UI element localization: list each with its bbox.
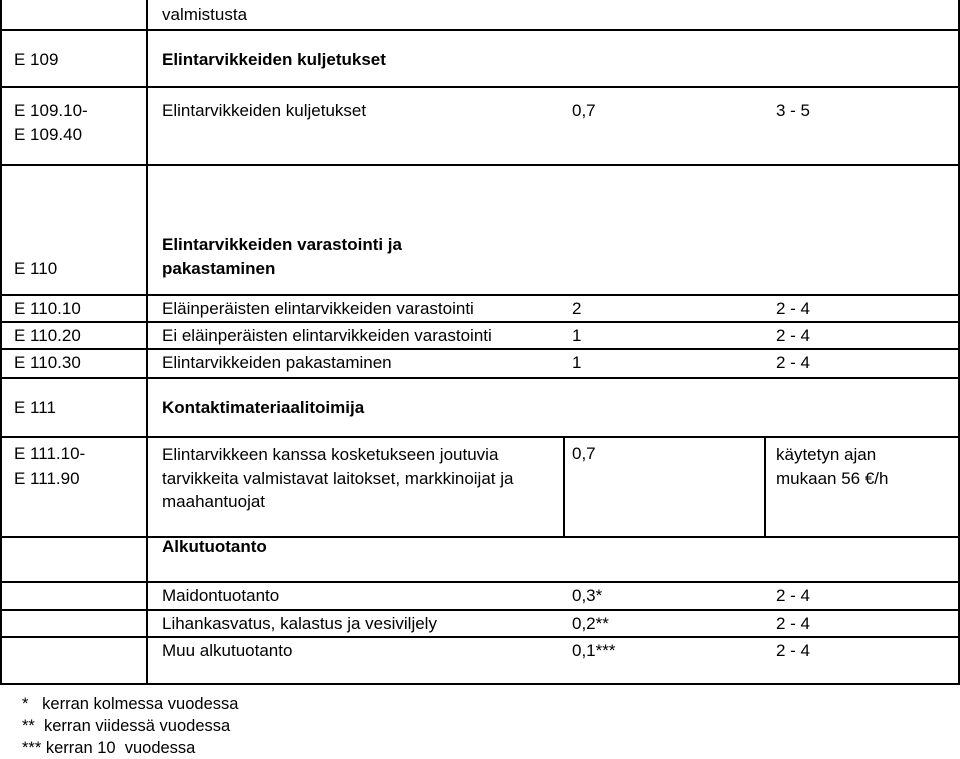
table-row-divider	[0, 377, 960, 379]
table-cell-code: E 109.40	[14, 125, 83, 144]
table-cell-range: 2 - 4	[776, 353, 811, 372]
table-cell-code: E 111.90	[14, 469, 80, 488]
table-cell-desc: Elintarvikkeiden pakastaminen	[162, 353, 392, 372]
table-cell-code: E 109	[14, 50, 59, 69]
table-row-divider	[0, 609, 960, 611]
table-cell-code: E 111	[14, 398, 56, 417]
table-cell-desc: Lihankasvatus, kalastus ja vesiviljely	[162, 614, 437, 633]
table-row-divider	[0, 321, 960, 323]
table-cell-range: 3 - 5	[776, 101, 811, 120]
table-divider-range	[764, 436, 766, 537]
table-row-divider	[0, 294, 960, 296]
section-heading: Elintarvikkeiden kuljetukset	[162, 50, 386, 69]
section-heading: Alkutuotanto	[162, 537, 267, 556]
table-cell-value: 1	[572, 353, 582, 372]
table-row-divider	[0, 86, 960, 88]
table-cell-desc: Maidontuotanto	[162, 586, 280, 605]
table-row-divider	[0, 536, 960, 538]
table-cell-value: 0,1***	[572, 641, 616, 660]
table-divider-value	[563, 436, 565, 537]
table-cell-code: E 109.10-	[14, 101, 88, 120]
table-row-divider	[0, 29, 960, 31]
table-border-bottom	[0, 683, 960, 685]
table-row-divider	[0, 348, 960, 350]
table-cell-desc: valmistusta	[162, 5, 248, 24]
section-heading: Elintarvikkeiden varastointi ja	[162, 235, 402, 254]
table-cell-range: 2 - 4	[776, 614, 811, 633]
footnote: *** kerran 10 vuodessa	[22, 739, 196, 757]
table-cell-code: E 110.10	[14, 299, 81, 318]
table-cell-range: käytetyn ajan	[776, 445, 877, 464]
table-cell-desc: Eläinperäisten elintarvikkeiden varastointi	[162, 299, 474, 318]
table-row-divider	[0, 581, 960, 583]
table-row-divider	[0, 164, 960, 166]
table-cell-desc: Ei eläinperäisten elintarvikkeiden varastointi	[162, 326, 492, 345]
footnote: ** kerran viidessä vuodessa	[22, 717, 231, 735]
table-cell-desc: Muu alkutuotanto	[162, 641, 293, 660]
section-heading: Kontaktimateriaalitoimija	[162, 398, 365, 417]
table-cell-value: 1	[572, 326, 582, 345]
table-cell-range: mukaan 56 €/h	[776, 469, 889, 488]
table-row-divider	[0, 636, 960, 638]
footnote: * kerran kolmessa vuodessa	[22, 695, 239, 713]
table-cell-range: 2 - 4	[776, 299, 811, 318]
section-heading: pakastaminen	[162, 259, 276, 278]
table-cell-range: 2 - 4	[776, 586, 811, 605]
table-cell-value: 0,7	[572, 101, 596, 120]
table-cell-value: 2	[572, 299, 582, 318]
table-cell-range: 2 - 4	[776, 641, 811, 660]
table-cell-code: E 111.10-	[14, 444, 86, 463]
table-cell-code: E 110	[14, 259, 58, 278]
table-cell-desc: Elintarvikkeen kanssa kosketukseen joutuvia tarvikkeita valmistavat laitokset, markkinoijat ja maahantuojat	[162, 445, 514, 511]
table-cell-code: E 110.20	[14, 326, 81, 345]
table-row-divider	[0, 436, 960, 438]
table-cell-value: 0,7	[572, 444, 596, 463]
table-cell-desc: Elintarvikkeiden kuljetukset	[162, 101, 367, 120]
table-cell-value: 0,3*	[572, 586, 603, 605]
table-cell-range: 2 - 4	[776, 326, 811, 345]
table-cell-code: E 110.30	[14, 353, 81, 372]
table-cell-value: 0,2**	[572, 614, 609, 633]
